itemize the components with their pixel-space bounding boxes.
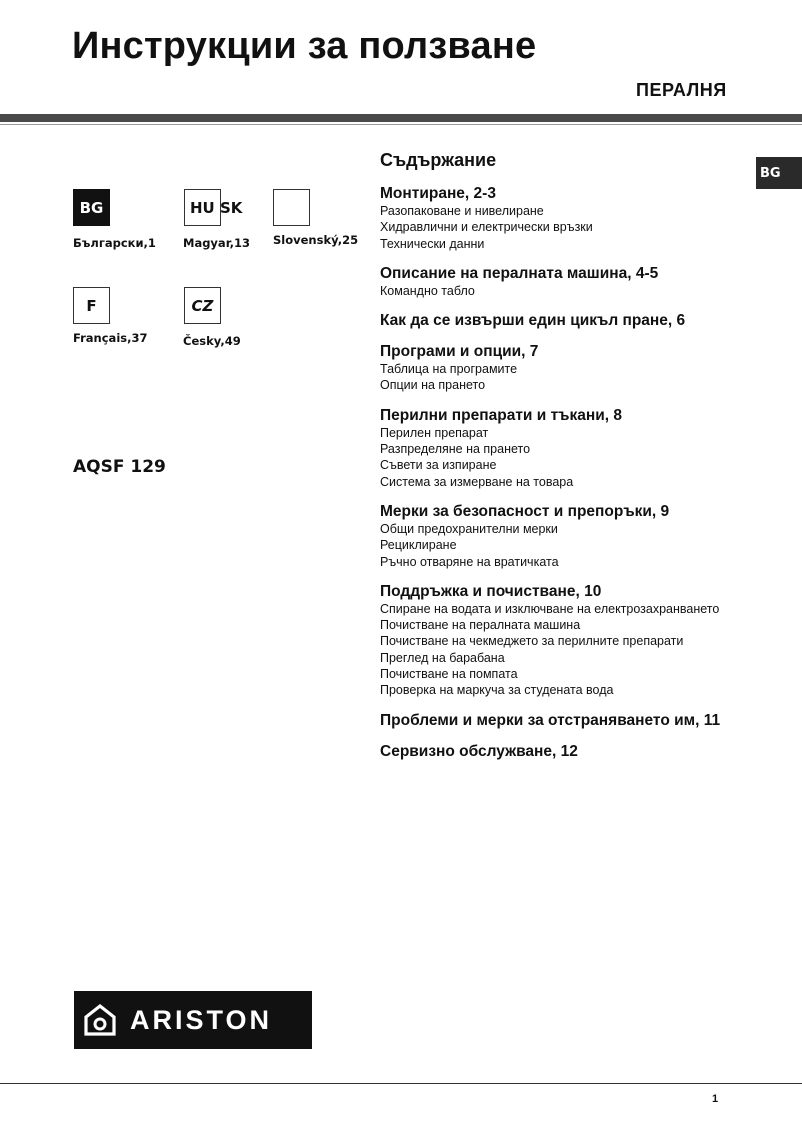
toc-section-title[interactable]: Сервизно обслужване, 12 xyxy=(380,742,578,760)
toc-item[interactable]: Разпределяне на прането xyxy=(380,442,531,457)
toc-section xyxy=(380,342,760,394)
toc-section-title[interactable]: Проблеми и мерки за отстраняването им, 11 xyxy=(380,711,721,729)
toc-section xyxy=(380,184,760,252)
language-label-fr: Français,37 xyxy=(73,331,148,345)
toc-heading: Съдържание xyxy=(380,150,497,170)
document-title: Инструкции за ползване xyxy=(72,25,537,67)
toc-item[interactable]: Съвети за изпиране xyxy=(380,458,497,473)
toc-item[interactable]: Технически данни xyxy=(380,236,485,251)
model-number: AQSF 129 xyxy=(73,457,166,477)
toc-section-title[interactable]: Монтиране, 2-3 xyxy=(380,185,496,202)
toc-item[interactable]: Почистване на помпата xyxy=(380,667,518,682)
language-label-cz: Česky,49 xyxy=(183,334,241,348)
language-box-cz[interactable]: CZ xyxy=(184,287,221,324)
toc-item[interactable]: Проверка на маркуча за студената вода xyxy=(380,683,614,698)
toc-section xyxy=(380,406,760,490)
house-icon xyxy=(83,1003,117,1037)
language-box-bg[interactable]: BG xyxy=(73,189,110,226)
toc-item[interactable]: Хидравлични и електрически връзки xyxy=(380,220,593,235)
ariston-logo xyxy=(74,991,312,1049)
toc-section xyxy=(380,742,760,761)
footer-divider xyxy=(0,1083,802,1084)
language-box-fr[interactable]: F xyxy=(73,287,110,324)
toc-item[interactable]: Преглед на барабана xyxy=(380,650,505,665)
language-box-sk[interactable] xyxy=(273,189,310,226)
toc-item[interactable]: Опции на прането xyxy=(380,378,486,393)
header-divider xyxy=(0,114,802,122)
language-label-sk: Slovenský,25 xyxy=(273,233,359,247)
toc-section-title[interactable]: Описание на пералната машина, 4-5 xyxy=(380,264,659,282)
toc-item[interactable]: Таблица на програмите xyxy=(380,362,518,377)
logo-wordmark: ARISTON xyxy=(130,1004,273,1035)
toc-section-title[interactable]: Перилни препарати и тъкани, 8 xyxy=(380,406,622,424)
toc-section-title[interactable]: Мерки за безопасност и препоръки, 9 xyxy=(380,502,670,520)
page-number: 1 xyxy=(712,1093,719,1105)
header-divider-thin xyxy=(0,124,802,125)
toc-section-title[interactable]: Програми и опции, 7 xyxy=(380,343,539,361)
toc-item[interactable]: Спиране на водата и изключване на електрозахранването xyxy=(380,601,720,616)
toc-item[interactable]: Разопаковане и нивелиране xyxy=(380,204,544,218)
toc-section-title[interactable]: Как да се извърши един цикъл пране, 6 xyxy=(380,312,686,330)
toc-item[interactable]: Рециклиране xyxy=(380,538,457,553)
toc-item[interactable]: Перилен препарат xyxy=(380,425,489,440)
language-box-hu-sk[interactable]: HU SK xyxy=(184,189,221,226)
product-category: ПЕРАЛНЯ xyxy=(636,80,727,100)
toc-item[interactable]: Почистване на чекмеджето за перилните препарати xyxy=(380,634,684,649)
toc-section xyxy=(380,582,760,699)
toc-section-title[interactable]: Поддръжка и почистване, 10 xyxy=(380,582,602,600)
toc-item[interactable]: Система за измерване на товара xyxy=(380,474,574,489)
toc-section xyxy=(380,264,760,299)
toc-item[interactable]: Командно табло xyxy=(380,283,475,298)
toc-item[interactable]: Почистване на пералната машина xyxy=(380,618,581,633)
table-of-contents xyxy=(380,150,760,773)
toc-section xyxy=(380,502,760,570)
language-label-bg: Български,1 xyxy=(73,236,156,250)
toc-item[interactable]: Общи предохранителни мерки xyxy=(380,521,558,536)
language-label-hu: Magyar,13 xyxy=(183,236,251,250)
toc-item[interactable]: Ръчно отваряне на вратичката xyxy=(380,554,559,569)
language-side-tab: BG xyxy=(756,157,802,189)
toc-section xyxy=(380,311,760,330)
toc-section xyxy=(380,711,760,730)
